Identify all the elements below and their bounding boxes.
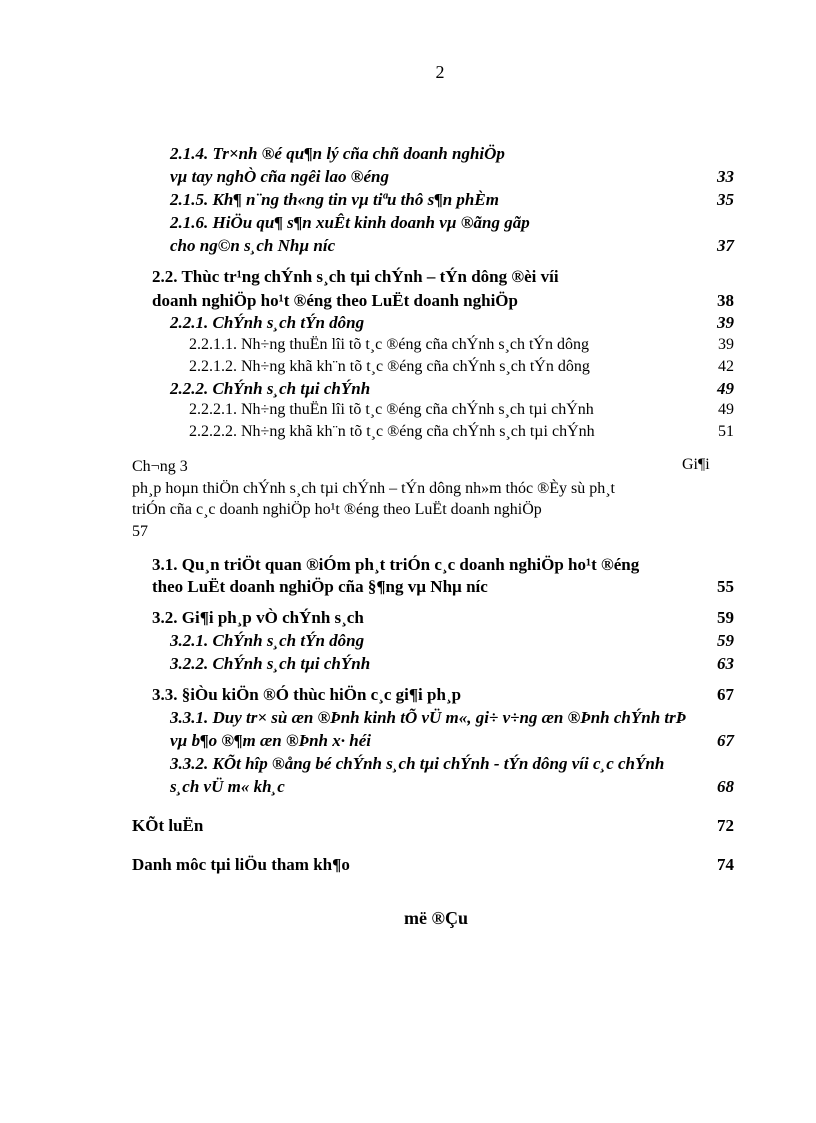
toc-entry	[0, 606, 816, 630]
toc-entry	[0, 652, 816, 676]
toc-entry-page: 38	[717, 291, 734, 310]
toc-entry-page: 68	[717, 777, 734, 796]
toc-entry-page: 59	[717, 608, 734, 627]
toc-entry	[0, 575, 816, 599]
toc-entry-title: 2.2.2.1. Nh÷ng thuËn lîi tõ t¸c ®éng cña chÝnh s¸ch tµi chÝnh	[189, 401, 594, 418]
toc-entry	[0, 165, 816, 189]
toc-entry-title: 3.3.2. KÕt hîp ®ång bé chÝnh s¸ch tµi chÝnh - tÝn dông víi c¸c chÝnh	[170, 754, 665, 773]
introduction-heading: më ®Çu	[404, 908, 468, 928]
chapter-3-heading-right: Gi¶i	[682, 456, 710, 473]
toc-entry-page: 74	[717, 855, 734, 874]
toc-entry	[0, 311, 816, 335]
toc-entry-page: 55	[717, 577, 734, 596]
toc-entry	[0, 729, 816, 753]
toc-entry	[0, 420, 816, 444]
chapter-3-page: 57	[132, 523, 148, 540]
toc-entry-page: 67	[717, 685, 734, 704]
toc-entry-page: 37	[717, 236, 734, 255]
toc-entry-title: s¸ch vÜ m« kh¸c	[170, 777, 285, 796]
toc-entry-title: 3.2.2. ChÝnh s¸ch tµi chÝnh	[170, 654, 371, 673]
toc-entry-page: 67	[717, 731, 734, 750]
toc-entry-page: 72	[717, 816, 734, 835]
toc-entry-title: 3.1. Qu¸n triÖt quan ®iÓm ph¸t triÓn c¸c doanh nghiÖp ho¹t ®éng	[152, 555, 640, 574]
toc-entry-title: 2.2. Thùc tr¹ng chÝnh s¸ch tµi chÝnh – tÝn dông ®èi víi	[152, 267, 559, 286]
toc-entry	[0, 142, 816, 166]
toc-entry-title: KÕt luËn	[132, 816, 204, 835]
toc-entry	[0, 775, 816, 799]
toc-entry-conclusion	[0, 814, 816, 838]
toc-entry-title: 2.2.2.2. Nh÷ng khã kh¨n tõ t¸c ®éng cña chÝnh s¸ch tµi chÝnh	[189, 423, 595, 440]
toc-entry	[0, 265, 816, 289]
toc-entry-references	[0, 853, 816, 877]
toc-entry-title: 2.1.5. Kh¶ n¨ng th«ng tin vµ tiªu thô s¶n phÈm	[170, 190, 499, 209]
toc-entry-title: Danh môc tµi liÖu tham kh¶o	[132, 855, 350, 874]
toc-entry-page: 42	[718, 358, 734, 375]
toc-entry	[0, 333, 816, 357]
toc-entry-title: 2.2.2. ChÝnh s¸ch tµi chÝnh	[170, 379, 371, 398]
toc-entry-title: vµ tay nghÒ cña ngêi lao ®éng	[170, 167, 389, 186]
toc-entry	[0, 398, 816, 422]
chapter-3-heading: Ch¬ng 3	[132, 458, 188, 475]
toc-entry-title: 3.3. §iÒu kiÖn ®Ó thùc hiÖn c¸c gi¶i ph¸p	[152, 685, 462, 704]
toc-entry	[0, 289, 816, 313]
toc-entry-title: 2.1.4. Tr×nh ®é qu¶n lý cña chñ doanh nghiÖp	[170, 144, 505, 163]
toc-entry-title: 3.3.1. Duy tr× sù æn ®Þnh kinh tÕ vÜ m«, gi÷ v÷ng æn ®Þnh chÝnh trÞ	[170, 708, 687, 727]
toc-entry	[0, 706, 816, 730]
toc-entry	[0, 355, 816, 379]
toc-entry-title: 2.2.1.1. Nh÷ng thuËn lîi tõ t¸c ®éng cña chÝnh s¸ch tÝn dông	[189, 336, 589, 353]
toc-entry	[0, 629, 816, 653]
toc-entry-title: 2.2.1. ChÝnh s¸ch tÝn dông	[170, 313, 365, 332]
page-number: 2	[435, 62, 445, 82]
toc-entry	[0, 752, 816, 776]
toc-entry	[0, 188, 816, 212]
toc-entry-title: cho ng©n s¸ch Nhµ níc	[170, 236, 336, 255]
toc-entry-page: 39	[717, 313, 734, 332]
toc-entry-title: 2.2.1.2. Nh÷ng khã kh¨n tõ t¸c ®éng cña chÝnh s¸ch tÝn dông	[189, 358, 590, 375]
toc-entry	[0, 234, 816, 258]
toc-entry-title: 3.2. Gi¶i ph¸p vÒ chÝnh s¸ch	[152, 608, 364, 627]
toc-entry-page: 49	[718, 401, 734, 418]
toc-entry-page: 59	[717, 631, 734, 650]
toc-entry-title: 3.2.1. ChÝnh s¸ch tÝn dông	[170, 631, 365, 650]
toc-entry-page: 39	[718, 336, 734, 353]
toc-entry-page: 63	[717, 654, 734, 673]
toc-entry	[0, 553, 816, 577]
toc-entry-page: 51	[718, 423, 734, 440]
toc-entry-page: 33	[717, 167, 734, 186]
chapter-3-title-line: ph¸p hoµn thiÖn chÝnh s¸ch tµi chÝnh – tÝn dông nh»m thóc ®Èy sù ph¸t	[132, 480, 615, 497]
toc-entry-page: 35	[717, 190, 734, 209]
toc-entry-title: 2.1.6. HiÖu qu¶ s¶n xuÊt kinh doanh vµ ®ãng gãp	[170, 213, 530, 232]
toc-entry	[0, 211, 816, 235]
toc-entry-title: theo LuËt doanh nghiÖp cña §¶ng vµ Nhµ níc	[152, 577, 488, 596]
chapter-3-title-line: triÓn cña c¸c doanh nghiÖp ho¹t ®éng theo LuËt doanh nghiÖp	[132, 501, 542, 518]
toc-entry-title: doanh nghiÖp ho¹t ®éng theo LuËt doanh nghiÖp	[152, 291, 518, 310]
toc-entry-page: 49	[717, 379, 734, 398]
toc-entry	[0, 683, 816, 707]
toc-entry-title: vµ b¶o ®¶m æn ®Þnh x· héi	[170, 731, 371, 750]
